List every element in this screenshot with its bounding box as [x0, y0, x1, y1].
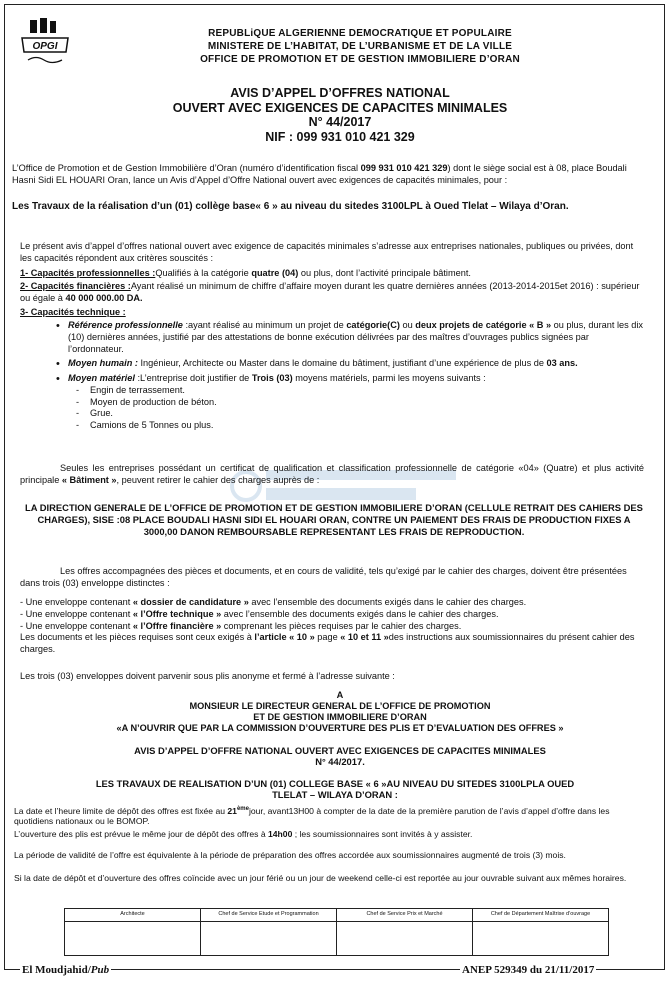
footer-pub: Pub	[90, 964, 110, 976]
ref-label: Référence professionnelle	[68, 320, 183, 330]
material-text-c: moyens matériels, parmi les moyens suivants :	[292, 373, 486, 384]
envelope-object-line2: TLELAT – WILAYA D’ORAN :	[272, 789, 398, 800]
ref-category-b: deux projets de catégorie « B »	[415, 320, 552, 330]
env1-text-a: - Une enveloppe contenant	[20, 597, 133, 607]
svg-text:OPGI: OPGI	[32, 41, 58, 52]
addressee-block	[60, 690, 620, 734]
cap2-text-a: Ayant réalisé un minimum de chiffre d’affaire moyen durant les quatre dernières années (2013-2014-2015et 2016) : supérieur ou égale à	[20, 281, 640, 303]
signature-header-department: Chef de Département Maîtrise d’ouvrage	[473, 909, 609, 922]
deadline-text-c: jour, avant13H00 à compter de la date de la première parution de l’avis d’appel d’offre dans les quotidiens nationaux ou le BOMOP.	[14, 805, 610, 827]
cap1-label: 1- Capacités professionnelles :	[20, 268, 156, 278]
required-documents	[20, 632, 644, 656]
capacity-professional	[20, 268, 644, 280]
envelope-title	[60, 745, 620, 767]
env1-label: « dossier de candidature »	[132, 597, 249, 607]
ref-text-e: ou plus, durant les dix (10) dernières années, justifié par des attestations de bonne exécution délivrées par des maîtres d’ouvrages publics signées par l’ordonnateur.	[68, 320, 644, 354]
header-line-ministry: MINISTERE DE L’HABITAT, DE L’URBANISME ET DE LA VILLE	[207, 41, 513, 52]
deadline-day: 21	[227, 805, 237, 816]
signature-cell	[65, 922, 201, 956]
holiday-paragraph: Si la date de dépôt et d’ouverture des offres coïncide avec un jour férié ou un jour de weekend celle-ci est reportée au jour ouvrable suivant aux mêmes horaires.	[14, 873, 627, 883]
req-material-means	[12, 373, 644, 385]
addressee-commission: «A N’OUVRIR QUE PAR LA COMMISSION D’OUVERTURE DES PLIS ET D’EVALUATION DES OFFRES »	[116, 723, 564, 733]
material-count: Trois (03)	[251, 373, 293, 384]
envelope-object	[20, 778, 650, 800]
footer-newspaper: El Moudjahid/	[22, 964, 91, 976]
title-line-2: OUVERT AVEC EXIGENCES DE CAPACITES MINIMALES	[172, 100, 508, 115]
env3-label: « l’Offre financière »	[132, 620, 222, 631]
signature-cell	[201, 922, 337, 956]
intro-paragraph	[12, 163, 644, 187]
human-label: Moyen humain :	[68, 358, 138, 369]
header-line-office: OFFICE DE PROMOTION ET DE GESTION IMMOBILIERE D’ORAN	[200, 54, 520, 65]
addressee-a: A	[336, 690, 344, 700]
docs-text-a: Les documents et les pièces requises sont ceux exigés à	[20, 632, 255, 643]
capacity-financial	[20, 281, 644, 305]
material-label: Moyen matériel	[68, 373, 135, 384]
equipment-item: - Camions de 5 Tonnes ou plus.	[12, 420, 644, 432]
addressee-director: MONSIEUR LE DIRECTEUR GENERAL DE L’OFFICE DE PROMOTION	[189, 701, 491, 711]
env2-text-c: avec l’ensemble des documents exigés dans le cahier des charges.	[221, 608, 499, 619]
human-years: 03 ans.	[546, 358, 578, 369]
env3-text-c: comprenant les pièces requises par le cahier des charges.	[221, 620, 462, 631]
signature-cell	[337, 922, 473, 956]
docs-text-c: page	[314, 632, 341, 643]
cap1-text-c: ou plus, dont l’activité principale bâtiment.	[298, 268, 471, 278]
opening-time: 14h00	[267, 829, 293, 839]
addressee-office: ET DE GESTION IMMOBILIERE D’ORAN	[253, 712, 427, 722]
human-text-a: Ingénieur, Architecte ou Master dans le domaine du bâtiment, justifiant d’une expérience de plus de	[137, 358, 547, 369]
intro-text-b: ) dont le siège social est à 08, place Boudali Hasni Sidi EL HOUARI Oran, lance un Avis d’Appel d’Offre National ouvert avec exigences de capacités minimales, pour :	[12, 163, 627, 185]
deadline-text-a: La date et l’heure limite de dépôt des offres est fixée au	[14, 805, 228, 816]
header-line-republic: REPUBLiQUE ALGERIENNE DEMOCRATIQUE ET POPULAIRE	[208, 28, 512, 39]
envelopes-submission: Les trois (03) enveloppes doivent parvenir sous plis anonyme et fermé à l’adresse suivante :	[20, 671, 395, 681]
ref-text-c: ou	[399, 320, 416, 330]
signature-header-architect: Architecte	[65, 909, 201, 922]
docs-article: l’article « 10 »	[254, 632, 315, 643]
cap2-amount: 40 000 000.00 DA.	[65, 292, 143, 303]
envelope-candidacy	[20, 597, 644, 609]
notice-title	[60, 86, 620, 144]
intro-nif: 099 931 010 421 329	[360, 163, 448, 173]
envelope-financial	[20, 621, 644, 633]
env2-text-a: - Une enveloppe contenant	[20, 608, 133, 619]
withdraw-paragraph	[20, 463, 644, 487]
envelope-title-line1: AVIS D’APPEL D’OFFRE NATIONAL OUVERT AVEC EXIGENCES DE CAPACITES MINIMALES	[134, 745, 546, 756]
envelope-object-line1: LES TRAVAUX DE REALISATION D’UN (01) COLLEGE BASE « 6 »AU NIVEAU DU SITEDES 3100LPLA OUED	[95, 778, 575, 789]
signature-cell	[473, 922, 609, 956]
signature-header-study: Chef de Service Etude et Programmation	[201, 909, 337, 922]
withdrawal-address: LA DIRECTION GENERALE DE L’OFFICE DE PROMOTION ET DE GESTION IMMOBILIERE D’ORAN (CELLULE RETRAIT DES CAHIERS DES CHARGES), SISE :08 PLACE BOUDALI HASNI SIDI EL HOUARI ORAN, CONTRE UN PAIEMENT DES FRAIS DE PRODUCTION FIXES A 3000,00 DANON REMBOURSABLE REPRESENTANT LES FRAIS DE REPRODUCTION.	[25, 502, 643, 537]
opgi-logo	[16, 18, 74, 66]
cap1-text-a: Qualifiés à la catégorie	[155, 268, 252, 278]
footer-publication	[20, 963, 111, 977]
withdraw-text-c: , peuvent retirer le cahier des charges auprès de :	[116, 474, 320, 485]
intro-text-a: L’Office de Promotion et de Gestion Immobilière d’Oran (numéro d’identification fiscal	[12, 163, 361, 173]
req-human-means	[12, 358, 644, 370]
envelope-title-number: N° 44/2017.	[315, 756, 365, 767]
opening-text-c: ; les soumissionnaires sont invités à y assister.	[292, 829, 473, 839]
deadline-paragraph	[14, 804, 644, 827]
title-number: N° 44/2017	[308, 115, 372, 129]
title-nif: NIF : 099 931 010 421 329	[265, 129, 415, 144]
withdraw-text-a: Seules les entreprises possédant un certificat de qualification et classification professionnelle de catégorie «04» (Quatre) et plus activité principale	[20, 463, 644, 485]
cap1-category: quatre (04)	[251, 268, 299, 278]
req-professional-reference	[12, 320, 644, 355]
signature-table	[64, 908, 609, 956]
tender-object: Les Travaux de la réalisation d’un (01) collège base« 6 » au niveau du sitedes 3100LPL à Oued Tlelat – Wilaya d’Oran.	[12, 201, 569, 212]
equipment-item: - Moyen de production de béton.	[12, 397, 644, 409]
material-text-a: :L’entreprise doit justifier de	[134, 373, 252, 384]
validity-paragraph: La période de validité de l’offre est équivalente à la période de préparation des offres accordée aux soumissionnaires augmenté de trois (3) mois.	[14, 850, 566, 860]
capacity-technical-label: 3- Capacités technique :	[20, 307, 126, 317]
title-line-1: AVIS D’APPEL D’OFFRES NATIONAL	[230, 86, 450, 100]
offers-intro: Les offres accompagnées des pièces et documents, et en cours de validité, tels qu’exigé par le cahier des charges, doivent être présentées dans trois (03) enveloppe distinctes :	[20, 566, 627, 588]
docs-text-e: des instructions aux soumissionnaires du présent cahier des charges.	[20, 632, 635, 655]
opening-paragraph	[14, 829, 644, 840]
deadline-suffix: ème	[236, 806, 249, 812]
env2-label: « l’Offre technique »	[132, 608, 222, 619]
opening-text-a: L’ouverture des plis est prévue le même jour de dépôt des offres à	[14, 829, 268, 839]
footer-anep-reference: ANEP 529349 du 21/11/2017	[462, 964, 595, 976]
cap2-label: 2- Capacités financières :	[20, 281, 131, 291]
technical-requirements	[12, 320, 644, 432]
equipment-item: - Grue.	[12, 408, 644, 420]
equipment-item: - Engin de terrassement.	[12, 385, 644, 397]
withdraw-activity: « Bâtiment »	[61, 474, 117, 485]
ref-category-c: catégorie(C)	[346, 320, 400, 330]
signature-header-price: Chef de Service Prix et Marché	[337, 909, 473, 922]
env1-text-c: avec l’ensemble des documents exigés dans le cahier des charges.	[248, 597, 527, 607]
docs-pages: « 10 et 11 »	[340, 632, 389, 643]
header-block	[100, 27, 620, 66]
envelope-technical	[20, 609, 644, 621]
ref-text-a: :ayant réalisé au minimum un projet de	[182, 320, 347, 330]
env3-text-a: - Une enveloppe contenant	[20, 620, 133, 631]
eligibility-paragraph: Le présent avis d’appel d’offres national ouvert avec exigence de capacités minimales s’adresse aux entreprises nationales, publiques ou privées, dont les capacités répondent aux critères souscités :	[20, 241, 634, 263]
envelopes-list	[20, 597, 644, 656]
